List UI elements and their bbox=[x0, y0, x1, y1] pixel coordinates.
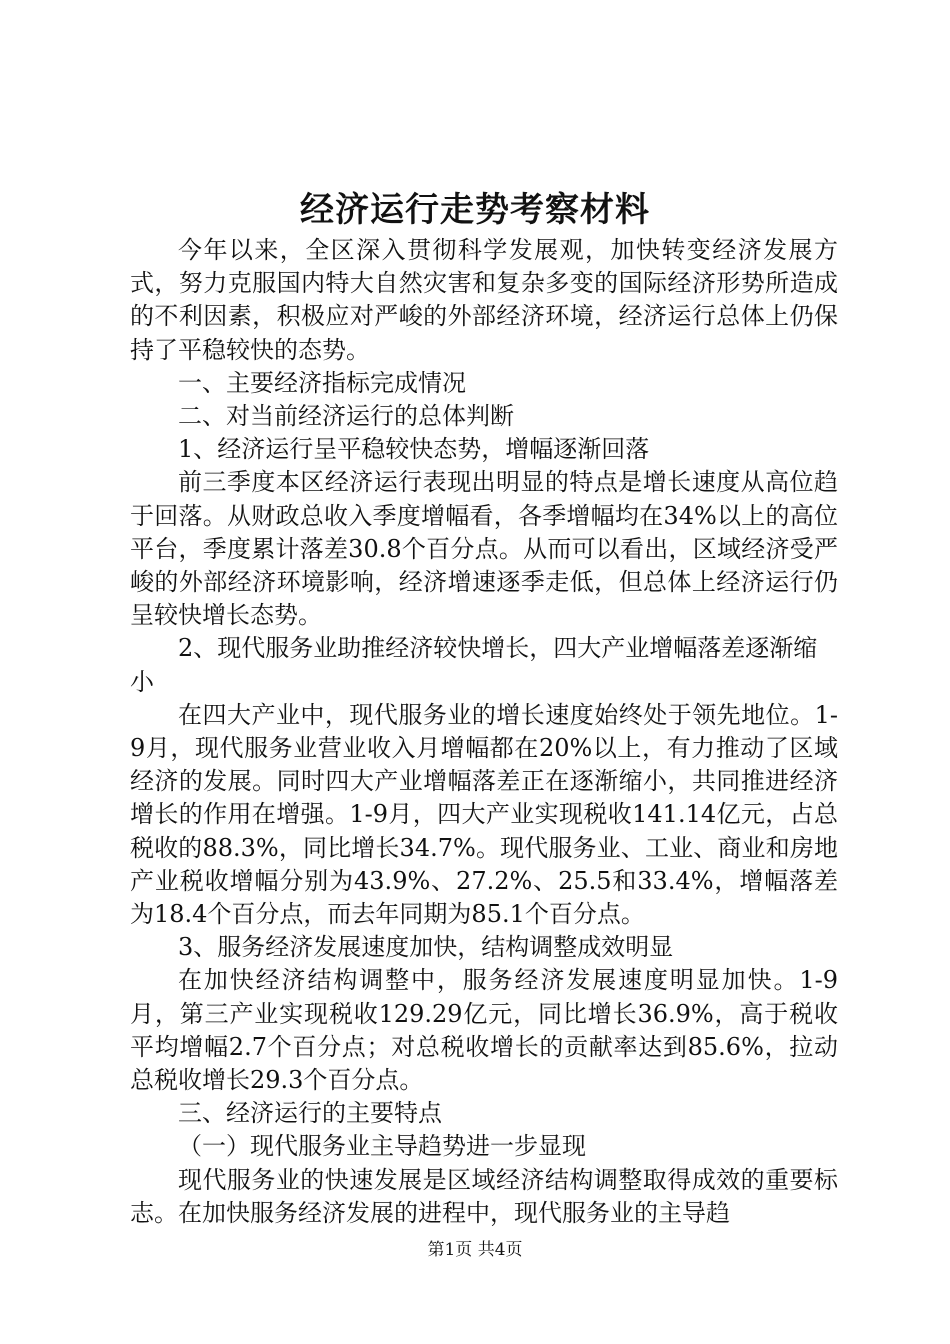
document-title: 经济运行走势考察材料 bbox=[300, 190, 650, 230]
paragraph-intro: 今年以来，全区深入贯彻科学发展观，加快转变经济发展方式，努力克服国内特大自然灾害和复杂多变的国际经济形势所造成的不利因素，积极应对严峻的外部经济环境，经济运行总体上仍保持了平稳较快的态势。 bbox=[130, 236, 838, 364]
paragraph: 在四大产业中，现代服务业的增长速度始终处于领先地位。1-9月，现代服务业营业收入月增幅都在20%以上，有力推动了区域经济的发展。同时四大产业增幅落差正在逐渐缩小，共同推进经济增长的作用在增强。1-9月，四大产业实现税收141.14亿元，占总税收的88.3%，同比增长34.7%。现代服务业、工业、商业和房地产业税收增幅分别为43.9%、27.2%、25.5和33.4%，增幅落差为18.4个百分点，而去年同期为85.1个百分点。 bbox=[130, 700, 838, 929]
section-heading-1: 一、主要经济指标完成情况 bbox=[178, 368, 466, 397]
document-body bbox=[130, 234, 838, 1230]
section-heading-2: 二、对当前经济运行的总体判断 bbox=[178, 402, 514, 431]
subsection-heading-2: 2、现代服务业助推经济较快增长，四大产业增幅落差逐渐缩小 bbox=[130, 634, 818, 696]
section-heading-3: 三、经济运行的主要特点 bbox=[178, 1099, 442, 1128]
paragraph: 现代服务业的快速发展是区域经济结构调整取得成效的重要标志。在加快服务经济发展的进程中，现代服务业的主导趋 bbox=[130, 1165, 838, 1227]
paragraph: 在加快经济结构调整中，服务经济发展速度明显加快。1-9月，第三产业实现税收129.29亿元，同比增长36.9%，高于税收平均增幅2.7个百分点；对总税收增长的贡献率达到85.6%，拉动总税收增长29.3个百分点。 bbox=[130, 966, 838, 1095]
paragraph: 前三季度本区经济运行表现出明显的特点是增长速度从高位趋于回落。从财政总收入季度增幅看，各季增幅均在34%以上的高位平台，季度累计落差30.8个百分点。从而可以看出，区域经济受严峻的外部经济环境影响，经济增速逐季走低，但总体上经济运行仍呈较快增长态势。 bbox=[130, 468, 838, 630]
subsection-heading-4: （一）现代服务业主导趋势进一步显现 bbox=[178, 1132, 586, 1161]
subsection-heading-1: 1、经济运行呈平稳较快态势，增幅逐渐回落 bbox=[178, 435, 650, 464]
page-number: 第1页 共4页 bbox=[427, 1240, 523, 1260]
subsection-heading-3: 3、服务经济发展速度加快，结构调整成效明显 bbox=[178, 933, 674, 962]
